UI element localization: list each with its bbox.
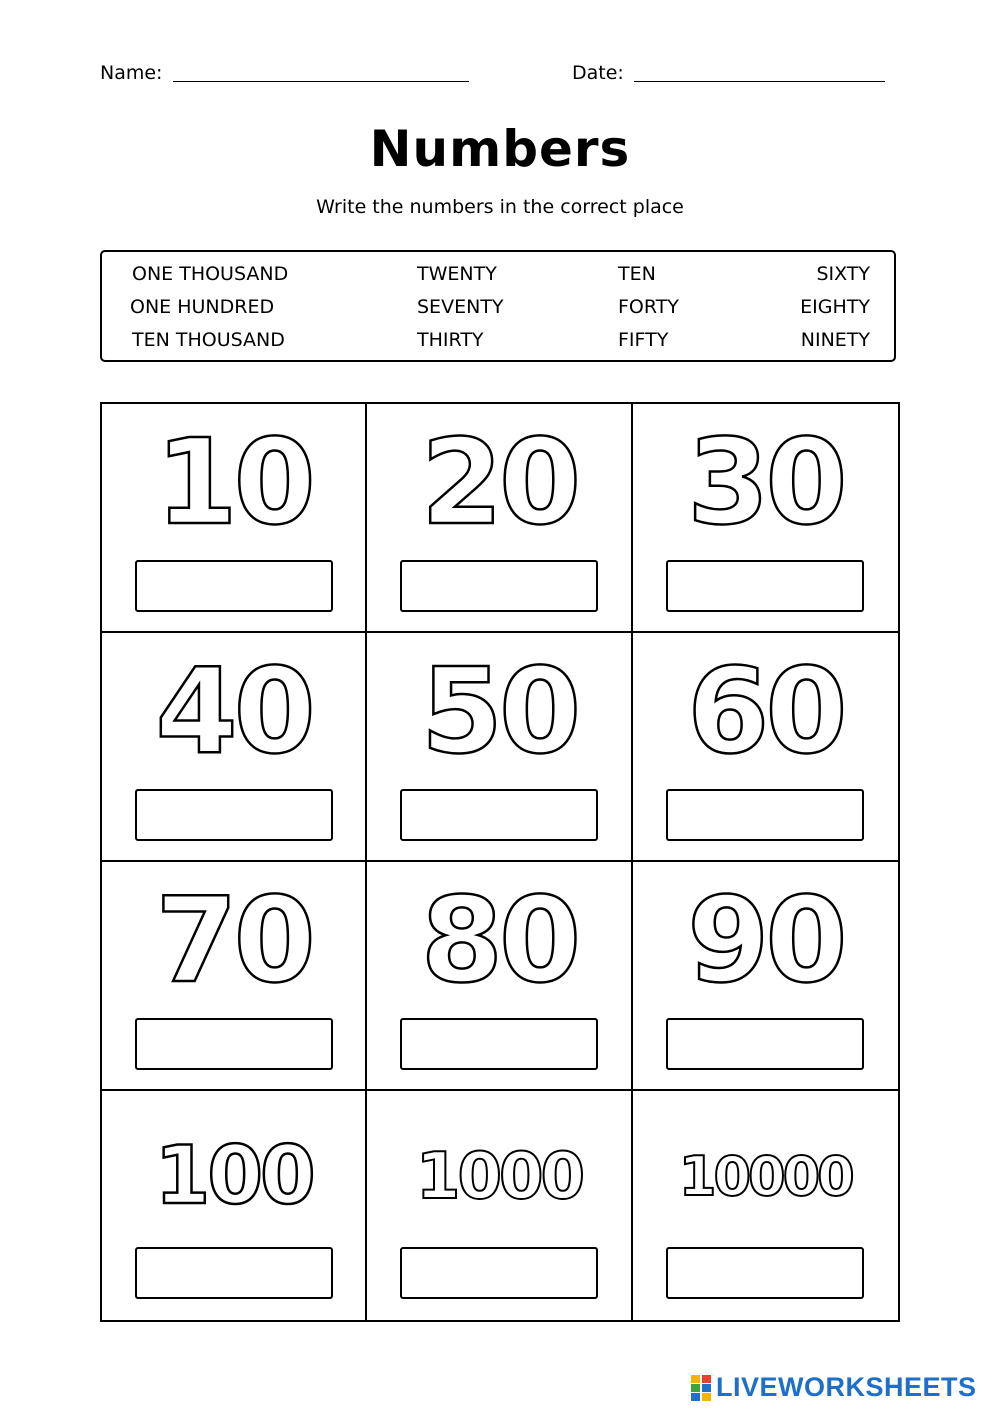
number-cell xyxy=(633,862,898,1091)
number-cell xyxy=(633,633,898,862)
word-bank-word: EIGHTY xyxy=(800,296,870,318)
word-bank xyxy=(100,250,896,362)
outline-number: 100 xyxy=(154,1129,313,1222)
answer-box[interactable] xyxy=(135,789,333,841)
outline-number: 30 xyxy=(687,413,844,551)
answer-box[interactable] xyxy=(400,1247,598,1299)
word-bank-word: FORTY xyxy=(618,296,679,318)
number-cell xyxy=(367,1091,632,1320)
outline-number: 10000 xyxy=(678,1145,852,1208)
outline-number: 20 xyxy=(420,413,578,551)
answer-box[interactable] xyxy=(400,560,598,612)
date-label: Date: xyxy=(572,62,624,84)
outline-number: 1000 xyxy=(415,1140,583,1214)
number-cell xyxy=(633,1091,898,1320)
number-cell xyxy=(367,633,632,862)
date-field-line[interactable] xyxy=(634,81,885,82)
number-grid xyxy=(100,402,900,1322)
word-bank-word: THIRTY xyxy=(417,329,484,351)
name-field-line[interactable] xyxy=(173,81,469,82)
answer-box[interactable] xyxy=(666,560,864,612)
brand-name: LIVEWORKSHEETS xyxy=(716,1372,977,1402)
word-bank-word: SIXTY xyxy=(816,263,870,285)
outline-number: 60 xyxy=(687,642,844,780)
answer-box[interactable] xyxy=(666,1018,864,1070)
answer-box[interactable] xyxy=(400,789,598,841)
outline-number: 50 xyxy=(420,642,578,780)
name-label: Name: xyxy=(100,62,163,84)
brand-logo xyxy=(690,1372,977,1403)
number-cell xyxy=(102,404,367,633)
word-bank-word: TEN xyxy=(618,263,656,285)
outline-number: 90 xyxy=(687,871,844,1009)
number-cell xyxy=(102,1091,367,1320)
outline-number: 80 xyxy=(420,871,578,1009)
word-bank-word: TWENTY xyxy=(417,263,497,285)
answer-box[interactable] xyxy=(135,1018,333,1070)
answer-box[interactable] xyxy=(135,1247,333,1299)
number-cell xyxy=(633,404,898,633)
outline-number: 10 xyxy=(155,413,312,551)
number-cell xyxy=(367,862,632,1091)
outline-number: 40 xyxy=(155,642,312,780)
number-cell xyxy=(102,633,367,862)
word-bank-word: ONE THOUSAND xyxy=(132,263,289,285)
page-title: Numbers xyxy=(369,120,631,178)
liveworksheets-logo-icon xyxy=(690,1373,712,1403)
answer-box[interactable] xyxy=(666,789,864,841)
number-cell xyxy=(367,404,632,633)
instructions: Write the numbers in the correct place xyxy=(316,196,684,218)
word-bank-word: SEVENTY xyxy=(417,296,504,318)
number-cell xyxy=(102,862,367,1091)
answer-box[interactable] xyxy=(400,1018,598,1070)
word-bank-word: NINETY xyxy=(800,329,870,351)
outline-number: 70 xyxy=(155,871,312,1009)
word-bank-word: FIFTY xyxy=(618,329,669,351)
answer-box[interactable] xyxy=(135,560,333,612)
word-bank-word: ONE HUNDRED xyxy=(130,296,275,318)
word-bank-word: TEN THOUSAND xyxy=(132,329,285,351)
answer-box[interactable] xyxy=(666,1247,864,1299)
